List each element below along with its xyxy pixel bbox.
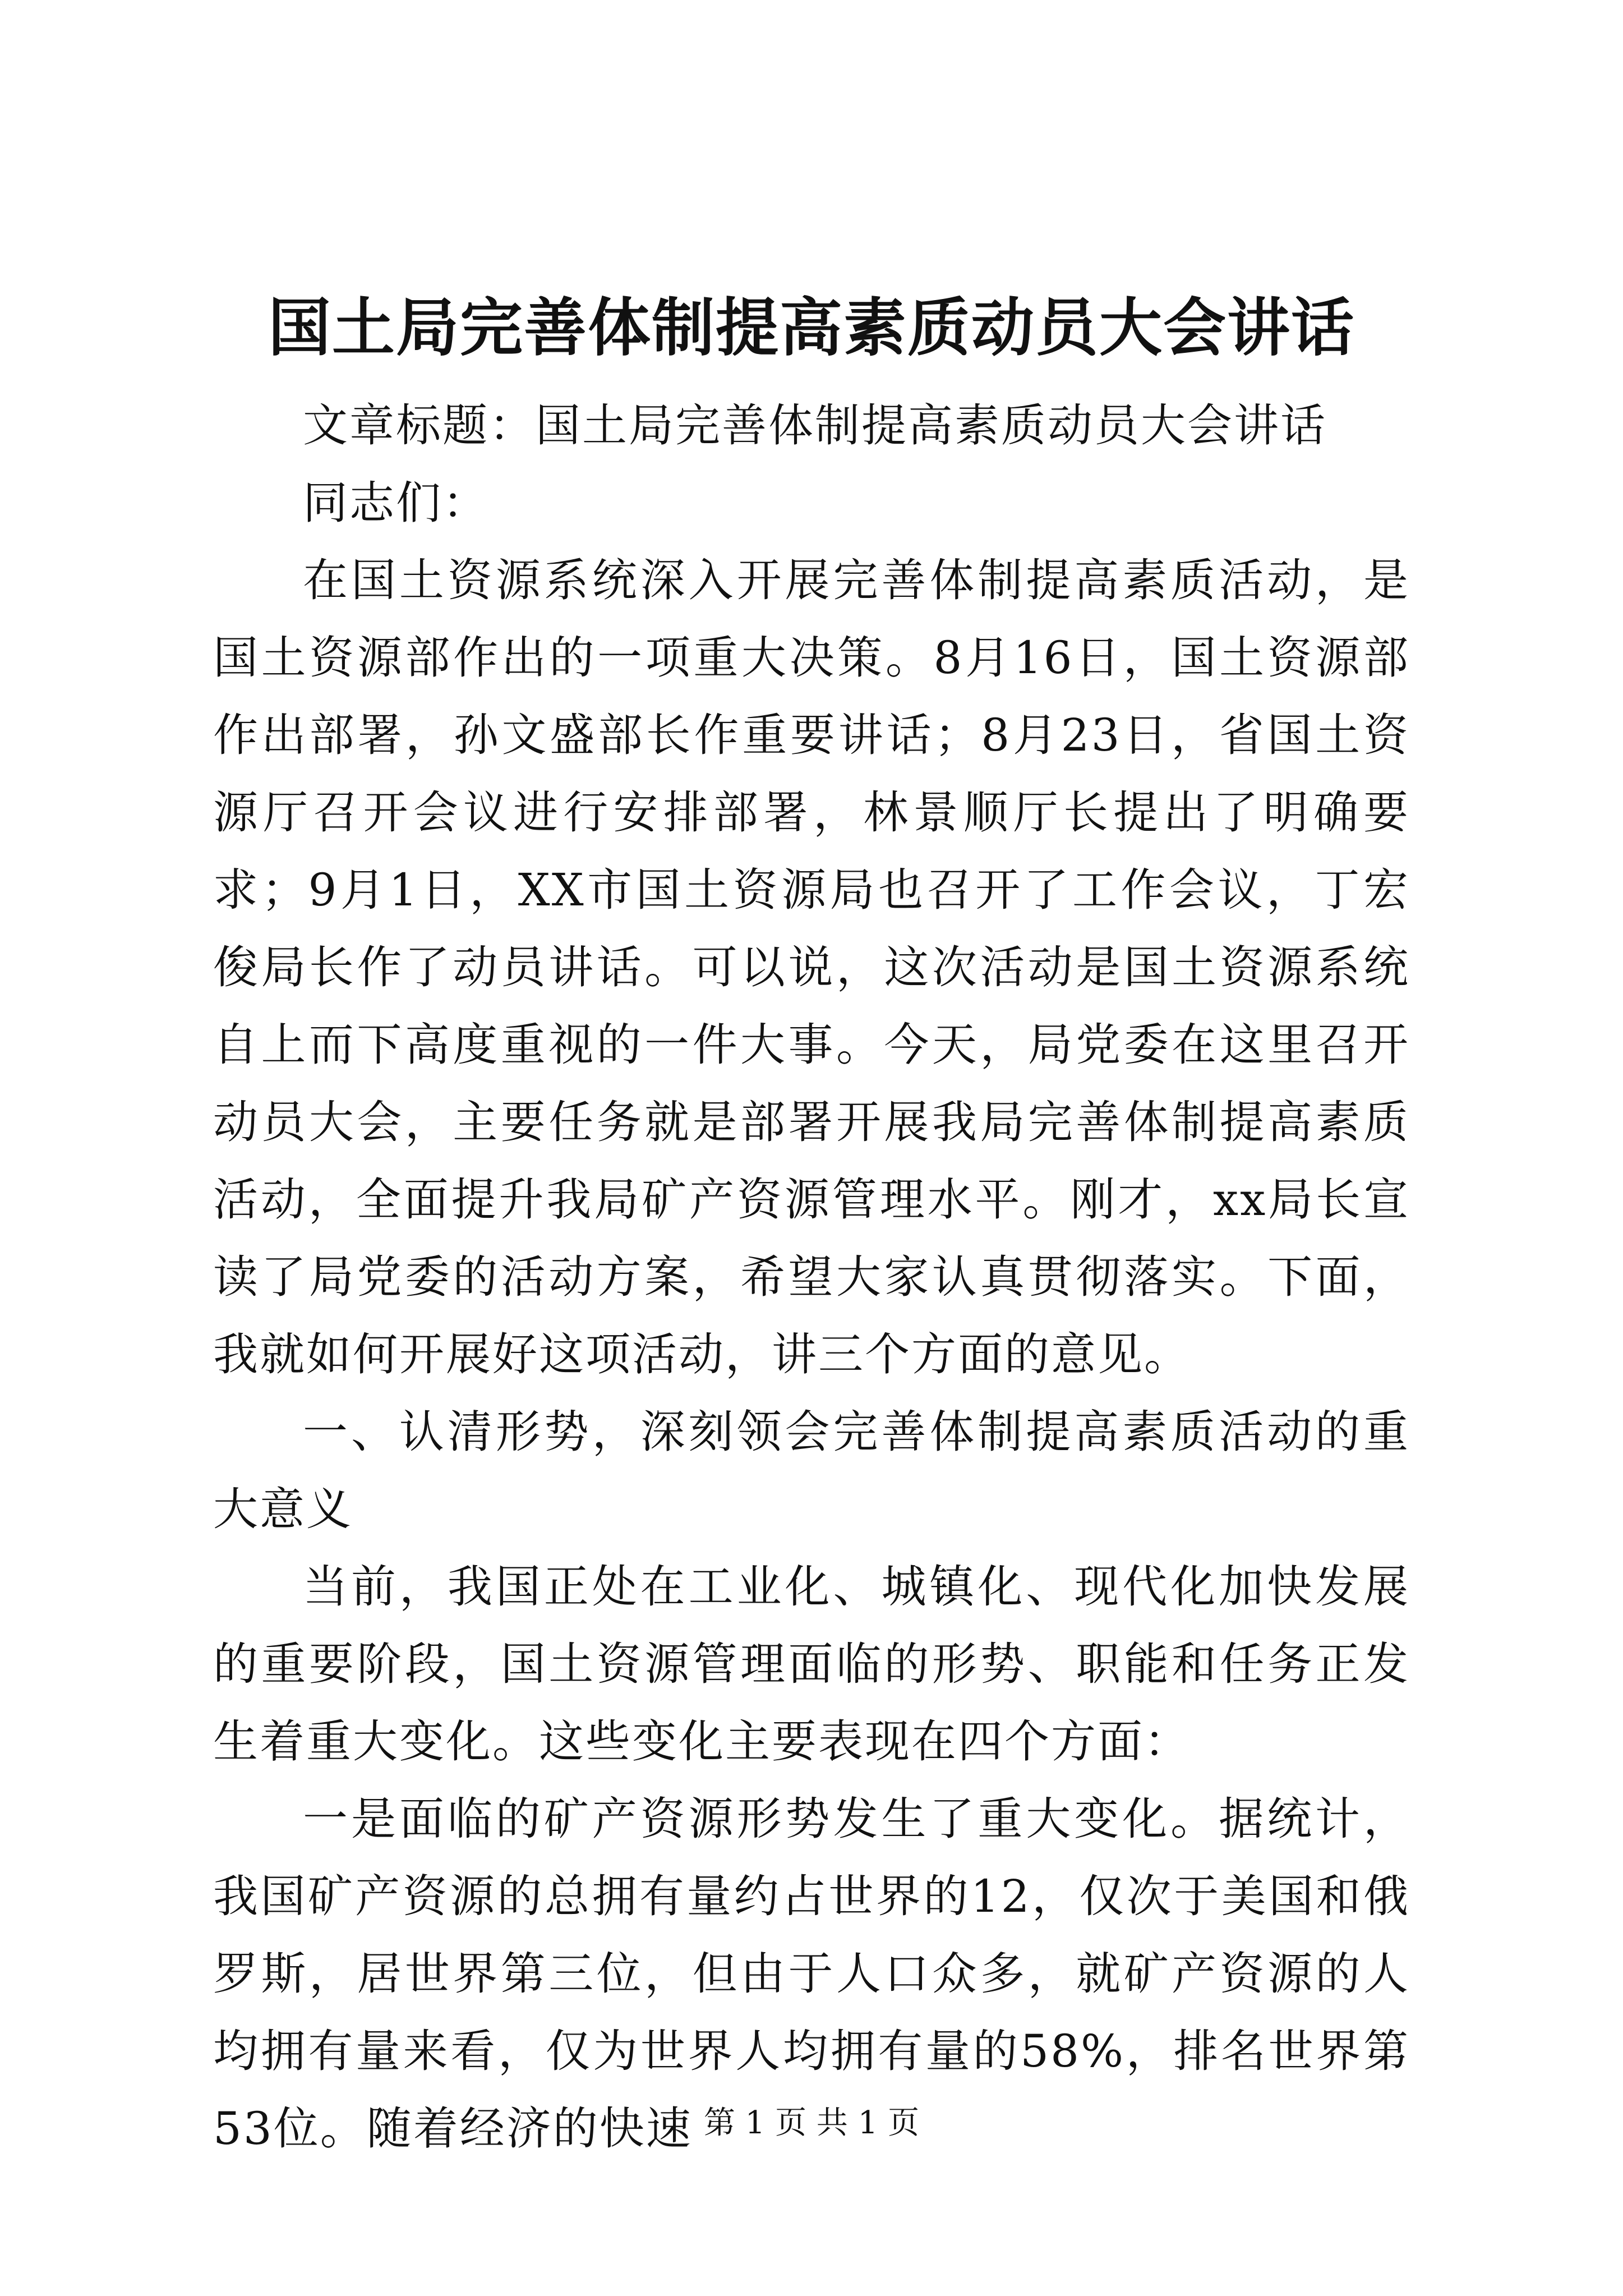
paragraph-salutation: 同志们：: [303, 477, 489, 529]
paragraph-intro: 在国土资源系统深入开展完善体制提高素质活动，是国土资源部作出的一项重大决策。8月16日，国土资源部作出部署，孙文盛部长作重要讲话；8月23日，省国土资源厅召开会议进行安排部署，林景顺厅长提出了明确要求；9月1日，XX市国土资源局也召开了工作会议，丁宏俊局长作了动员讲话。可以说，这次活动是国土资源系统自上而下高度重视的一件大事。今天，局党委在这里召开动员大会，主要任务就是部署开展我局完善体制提高素质活动，全面提升我局矿产资源管理水平。刚才，xx局长宣读了局党委的活动方案，希望大家认真贯彻落实。下面，我就如何开展好这项活动，讲三个方面的意见。: [213, 554, 1410, 1381]
document-body: [213, 387, 1410, 2168]
paragraph-point-one: 一是面临的矿产资源形势发生了重大变化。据统计，我国矿产资源的总拥有量约占世界的12，仅次于美国和俄罗斯，居世界第三位，但由于人口众多，就矿产资源的人均拥有量来看，仅为世界人均拥有量的58%，排名世界第53位。随着经济的快速: [213, 1793, 1410, 2155]
paragraph-section-heading: 一、认清形势，深刻领会完善体制提高素质活动的重大意义: [213, 1406, 1410, 1535]
page-footer: 第 1 页 共 1 页: [703, 2105, 920, 2141]
document-title: 国土局完善体制提高素质动员大会讲话: [268, 291, 1355, 365]
paragraph-current-situation: 当前，我国正处在工业化、城镇化、现代化加快发展的重要阶段，国土资源管理面临的形势、职能和任务正发生着重大变化。这些变化主要表现在四个方面：: [213, 1561, 1410, 1768]
paragraph-article-title: 文章标题：国土局完善体制提高素质动员大会讲话: [303, 399, 1327, 452]
